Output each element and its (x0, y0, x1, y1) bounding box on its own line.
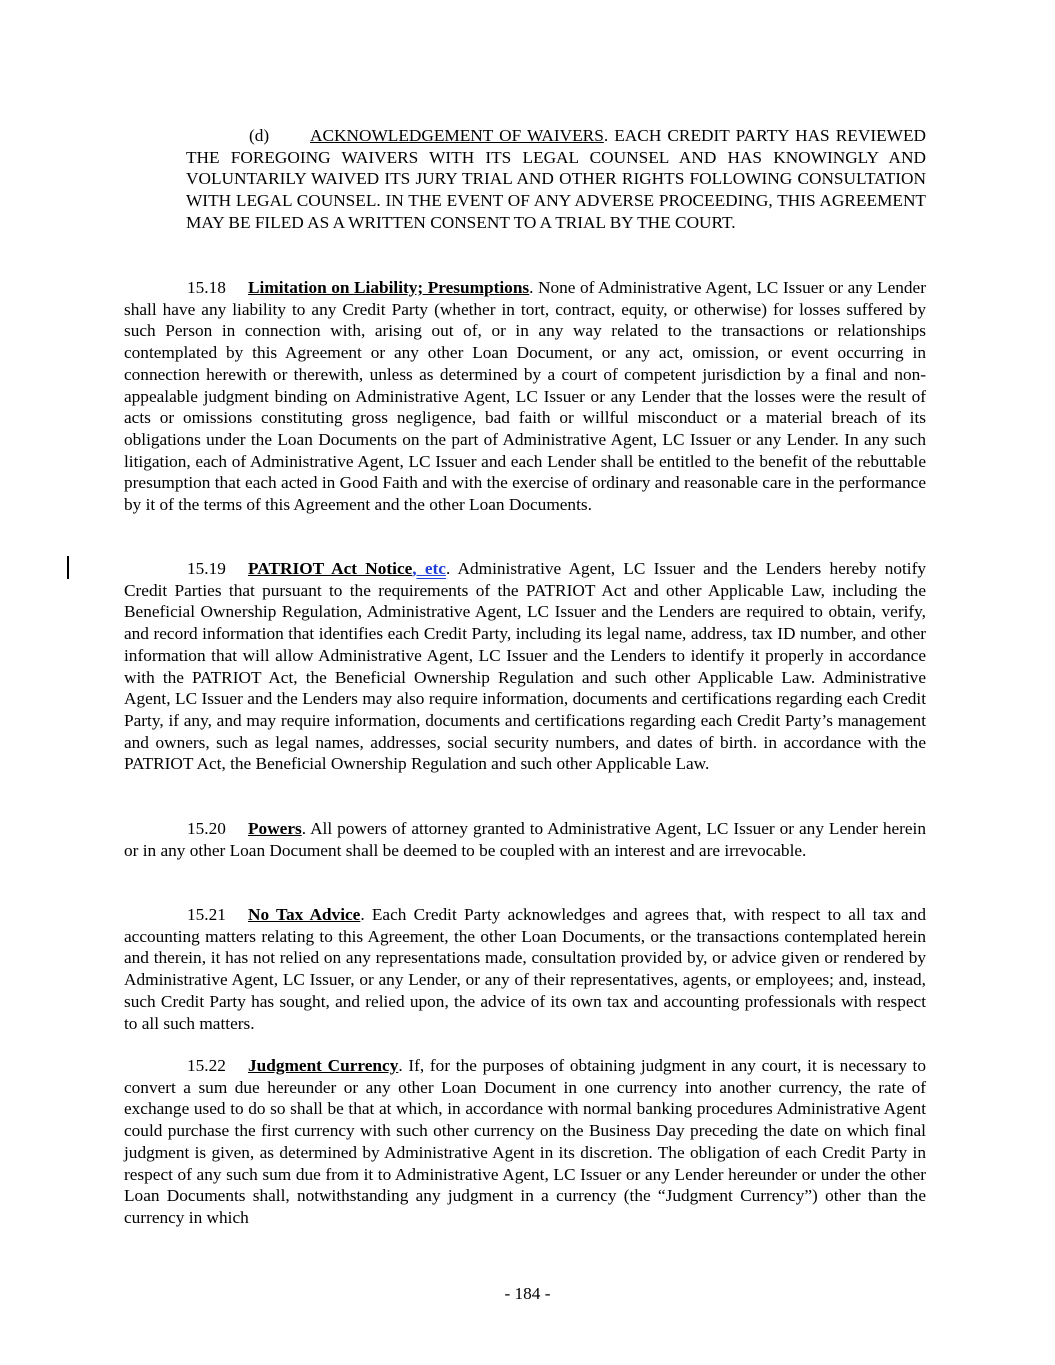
section-number: 15.22 (187, 1056, 226, 1075)
paragraph-15-17-d (186, 125, 926, 234)
inserted-text-revision: , etc (412, 559, 446, 578)
section-15-19 (124, 558, 926, 775)
section-body: . None of Administrative Agent, LC Issuer or any Lender shall have any liability to any Credit Party (whether in tort, contract, equity, or otherwise) for losses suffered by such Person in connection with, arising out of, or in any way related to the transactions or relationships contemplated by this Agreement or any other Loan Document, or any act, omission, or event occurring in connection herewith or therewith, unless as determined by a court of competent jurisdiction by a final and non-appealable judgment binding on Administrative Agent, LC Issuer or any Lender that the losses were the result of acts or omissions constituting gross negligence, bad faith or willful misconduct or a material breach of its obligations under the Loan Documents on the part of Administrative Agent, LC Issuer or any Lender. In any such litigation, each of Administrative Agent, LC Issuer and each Lender shall be entitled to the benefit of the rebuttable presumption that each acted in Good Faith and with the exercise of ordinary and reasonable care in the performance by it of the terms of this Agreement and the other Loan Documents. (124, 278, 926, 515)
revision-change-bar (67, 556, 69, 579)
section-title: PATRIOT Act Notice (248, 559, 413, 578)
section-15-20 (124, 818, 926, 861)
section-number: 15.21 (187, 905, 226, 924)
subsection-label: (d) (249, 126, 270, 145)
section-title: Powers (248, 819, 302, 838)
section-body: . Each Credit Party acknowledges and agrees that, with respect to all tax and accounting matters relating to this Agreement, the other Loan Documents, or the transactions contemplated herein and therein, it has not relied on any representations made, consultation provided by, or advice given or rendered by Administrative Agent, LC Issuer, or any Lender, or any of their representatives, agents, or employees; and, instead, such Credit Party has sought, and relied upon, the advice of its own tax and accounting professionals with respect to all such matters. (124, 905, 926, 1033)
subsection-body: . EACH CREDIT PARTY HAS REVIEWED THE FOREGOING WAIVERS WITH ITS LEGAL COUNSEL AND HAS KNOWINGLY AND VOLUNTARILY WAIVED ITS JURY TRIAL AND OTHER RIGHTS FOLLOWING CONSULTATION WITH LEGAL COUNSEL. IN THE EVENT OF ANY ADVERSE PROCEEDING, THIS AGREEMENT MAY BE FILED AS A WRITTEN CONSENT TO A TRIAL BY THE COURT. (186, 126, 926, 232)
section-15-21 (124, 904, 926, 1034)
page-number: - 184 - (504, 1284, 551, 1303)
section-15-22 (124, 1055, 926, 1229)
section-title: Judgment Currency (248, 1056, 399, 1075)
section-number: 15.18 (187, 278, 226, 297)
section-title: No Tax Advice (248, 905, 361, 924)
section-body: . Administrative Agent, LC Issuer and the Lenders hereby notify Credit Parties that pursuant to the requirements of the PATRIOT Act and other Applicable Law, including the Beneficial Ownership Regulation, Administrative Agent, LC Issuer and the Lenders are required to obtain, verify, and record information that identifies each Credit Party, including its legal name, address, tax ID number, and other information that will allow Administrative Agent, LC Issuer and the Lenders to identify it properly in accordance with the PATRIOT Act, the Beneficial Ownership Regulation and such other Applicable Law. Administrative Agent, LC Issuer and the Lenders may also require information, documents and certifications regarding each Credit Party, if any, and may require information, documents and certifications regarding each Credit Party’s management and owners, such as legal names, addresses, social security numbers, and dates of birth. in accordance with the PATRIOT Act, the Beneficial Ownership Regulation and such other Applicable Law. (124, 559, 926, 774)
section-body: . If, for the purposes of obtaining judgment in any court, it is necessary to convert a sum due hereunder or any other Loan Document in one currency into another currency, the rate of exchange used to do so shall be that at which, in accordance with normal banking procedures Administrative Agent could purchase the first currency with such other currency on the Business Day preceding the date on which final judgment is given, as determined by Administrative Agent in its discretion. The obligation of each Credit Party in respect of any such sum due from it to Administrative Agent, LC Issuer or any Lender hereunder or under the other Loan Documents shall, notwithstanding any judgment in a currency (the “Judgment Currency”) other than the currency in which (124, 1056, 926, 1227)
section-15-18 (124, 277, 926, 516)
section-body: . All powers of attorney granted to Administrative Agent, LC Issuer or any Lender herein or in any other Loan Document shall be deemed to be coupled with an interest and are irrevocable. (124, 819, 926, 860)
subsection-heading: ACKNOWLEDGEMENT OF WAIVERS (310, 126, 604, 145)
section-title: Limitation on Liability; Presumptions (248, 278, 530, 297)
section-number: 15.20 (187, 819, 226, 838)
section-number: 15.19 (187, 559, 226, 578)
